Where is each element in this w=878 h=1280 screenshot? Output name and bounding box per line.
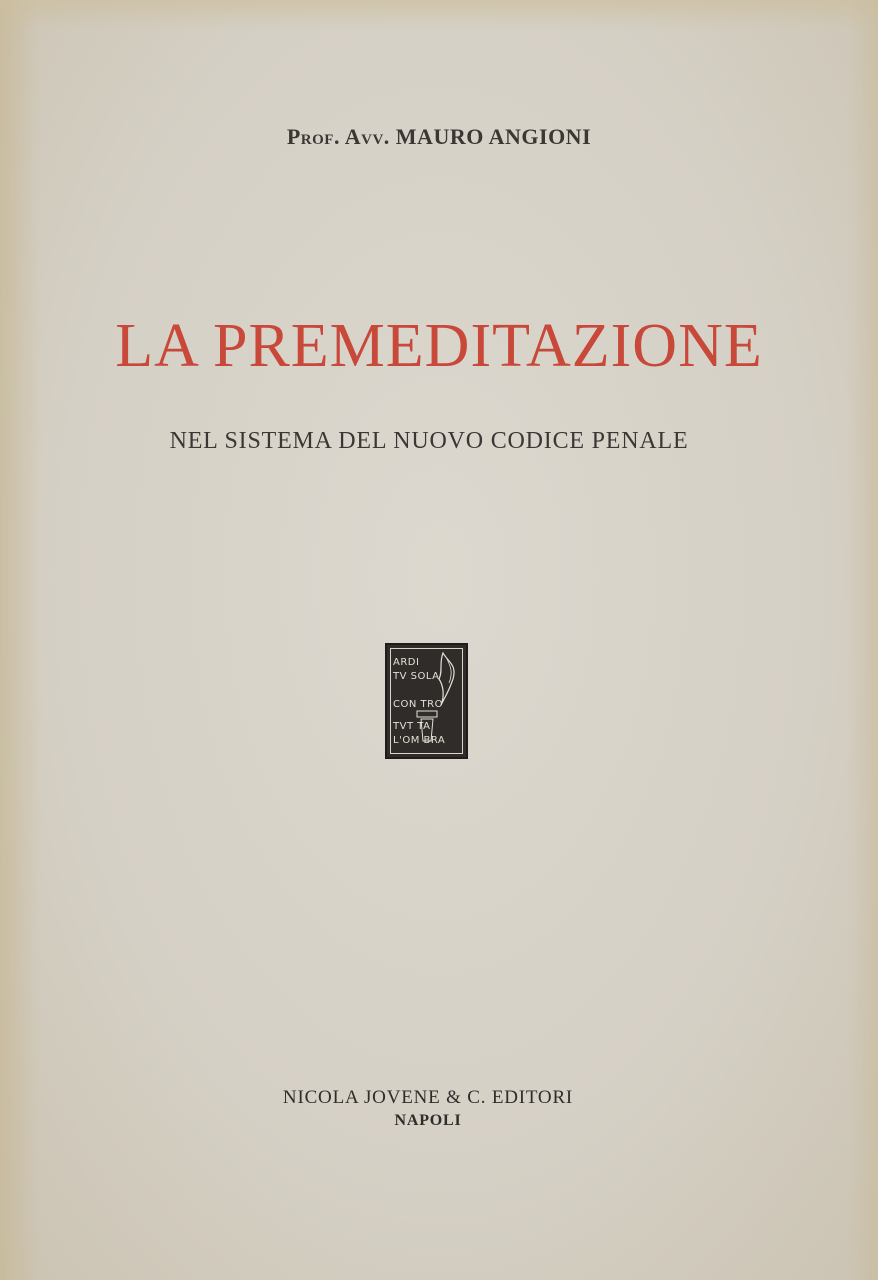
emblem-text-1: ARDI (393, 657, 420, 668)
emblem-text-5: L'OM BRA (393, 735, 446, 746)
emblem-text-3: CON TRO (393, 699, 443, 710)
paper-edge-top (0, 0, 878, 30)
publisher-city: NAPOLI (394, 1112, 462, 1129)
publisher-emblem (385, 643, 468, 759)
publisher-name: NICOLA JOVENE & C. EDITORI (282, 1087, 574, 1108)
torch-emblem-icon (387, 645, 466, 757)
author-name: MAURO ANGIONI (395, 124, 592, 149)
book-title: LA PREMEDITAZIONE (115, 312, 763, 380)
emblem-text-4: TVT TA (393, 721, 431, 732)
book-subtitle: NEL SISTEMA DEL NUOVO CODICE PENALE (169, 428, 689, 454)
emblem-text-2: TV SOLA (393, 671, 440, 682)
author-line (0, 124, 878, 150)
author-prefix: Prof. Avv. (286, 124, 390, 149)
